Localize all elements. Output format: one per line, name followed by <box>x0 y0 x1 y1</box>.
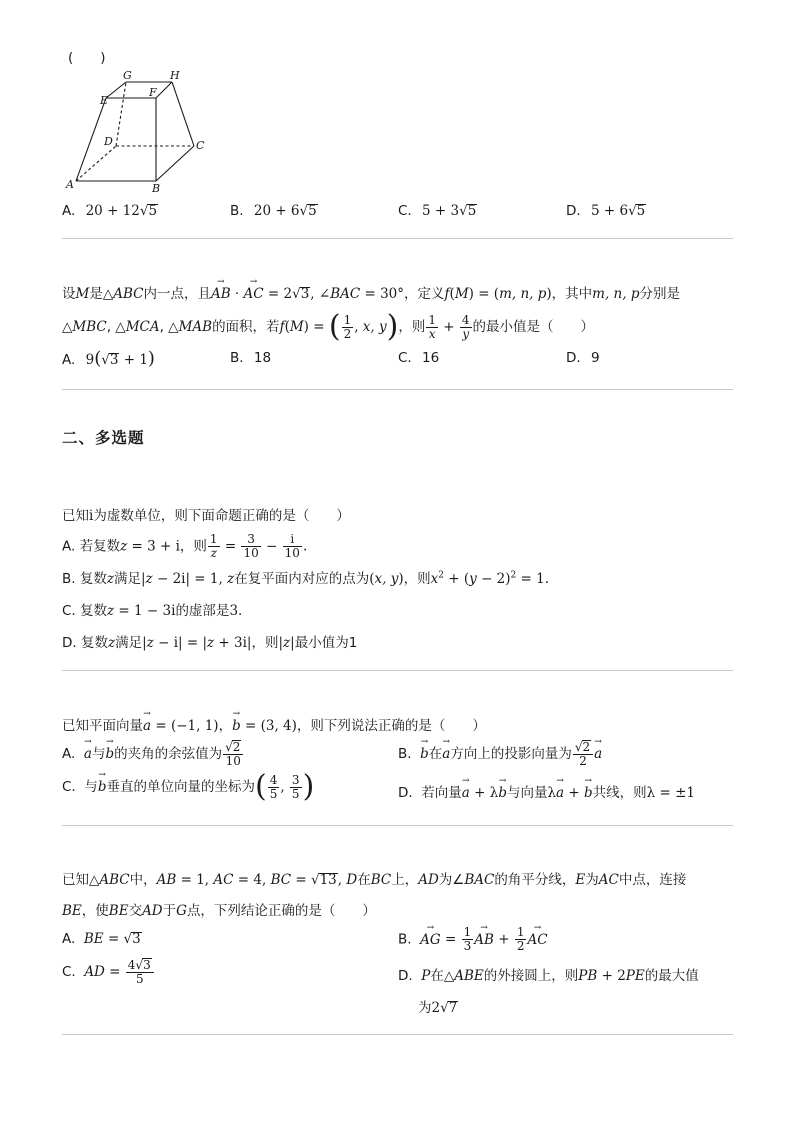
divider <box>62 389 733 390</box>
q5-stem-line2: BE，使BE交AD于G点，下列结论正确的是（ ） <box>62 903 376 919</box>
q4-option-a[interactable]: A. → a与→ b的夹角的余弦值为 $\frac{√2}{10}$ <box>62 740 244 768</box>
q1-option-a[interactable]: A. 20 + 12√5 <box>62 203 158 219</box>
q3-option-b[interactable]: B. 复数z满足|z − 2i| = 1, z在复平面内对应的点为(x, y)，则$x^2 + (y - 2)^2 = 1$. <box>62 570 550 587</box>
q2-stem-line2: △MBC, △MCA, △MAB的面积，若f(M) = ( $\frac{1}{2}$ , x, y)，则 $\frac{1}{x}$ + $\frac{4}{y}$ 的最小值是（ ） <box>62 309 595 344</box>
vertex-label-g: G <box>123 69 132 82</box>
vertex-label-a: A <box>66 178 74 191</box>
q3-stem: 已知i为虚数单位，则下面命题正确的是（ ） <box>62 508 350 524</box>
q5-stem-line1: 已知△ABC中，AB = 1, AC = 4, BC = √13, D在BC上，AD为∠BAC的角平分线，E为AC中点，连接 <box>62 872 687 888</box>
q1-option-d[interactable]: D. 5 + 6√5 <box>566 203 646 219</box>
q3-option-d[interactable]: D. 复数z满足|z − i| = |z + 3i|，则|z|最小值为1 <box>62 635 358 651</box>
q1-option-b[interactable]: B. 20 + 6√5 <box>230 203 317 219</box>
vertex-label-f: F <box>149 86 157 99</box>
q2-option-a[interactable]: A. 9(√3 + 1) <box>62 348 155 369</box>
q3-option-c[interactable]: C. 复数z = 1 − 3i的虚部是3. <box>62 603 243 619</box>
vertex-label-b: B <box>152 182 161 195</box>
q4-option-d[interactable]: D. 若向量→ a + λ→ b与向量λ→ a + → b共线，则λ = ±1 <box>398 781 695 801</box>
q4-option-c[interactable]: C. 与→ b垂直的单位向量的坐标为( $\frac{4}{5}$ , $\frac{3}{5}$ ) <box>62 772 314 802</box>
q1-answer-bracket: ( ) <box>68 50 106 66</box>
q5-option-c[interactable]: C. AD = $\frac{4√3}{5}$ <box>62 958 155 986</box>
vertex-label-d: D <box>104 135 113 148</box>
q5-option-b[interactable]: B. → AG = $\frac{1}{3}$ → AB + $\frac{1}{2}$ → AC <box>398 926 548 953</box>
q4-option-b[interactable]: B. → b在→ a方向上的投影向量为 $\frac{√2}{2}$ → a <box>398 740 602 768</box>
q4-stem: 已知平面向量→ a = (−1, 1)，→ b = (3, 4)，则下列说法正确的是（ ） <box>62 714 486 734</box>
divider <box>62 825 733 826</box>
section-title: 二、多选题 <box>62 428 145 447</box>
q2-option-b[interactable]: B. 18 <box>230 350 272 366</box>
divider <box>62 1034 733 1035</box>
q5-option-a[interactable]: A. BE = √3 <box>62 931 141 947</box>
vertex-label-h: H <box>170 69 180 82</box>
q2-option-d[interactable]: D. 9 <box>566 350 600 366</box>
q1-option-c[interactable]: C. 5 + 3√5 <box>398 203 477 219</box>
divider <box>62 670 733 671</box>
vertex-label-e: E <box>100 94 109 107</box>
divider <box>62 238 733 239</box>
q2-option-c[interactable]: C. 16 <box>398 350 440 366</box>
q5-option-d-cont: 为2√7 <box>418 1000 458 1016</box>
q1-frustum-figure <box>62 68 212 196</box>
q5-option-d[interactable]: D. P在△ABE的外接圆上，则PB + 2PE的最大值 <box>398 968 699 984</box>
vertex-label-c: C <box>196 139 205 152</box>
q3-option-a[interactable]: A. 若复数z = 3 + i，则 $\frac{1}{z}$ = $\frac{3}{10}$ − $\frac{i}{10}$ . <box>62 532 308 560</box>
q2-stem-line1: 设M是△ABC内一点，且→ AB · → AC = 2√3, ∠BAC = 30°，定义f(M) = (m, n, p)，其中m, n, p分别是 <box>62 282 680 302</box>
